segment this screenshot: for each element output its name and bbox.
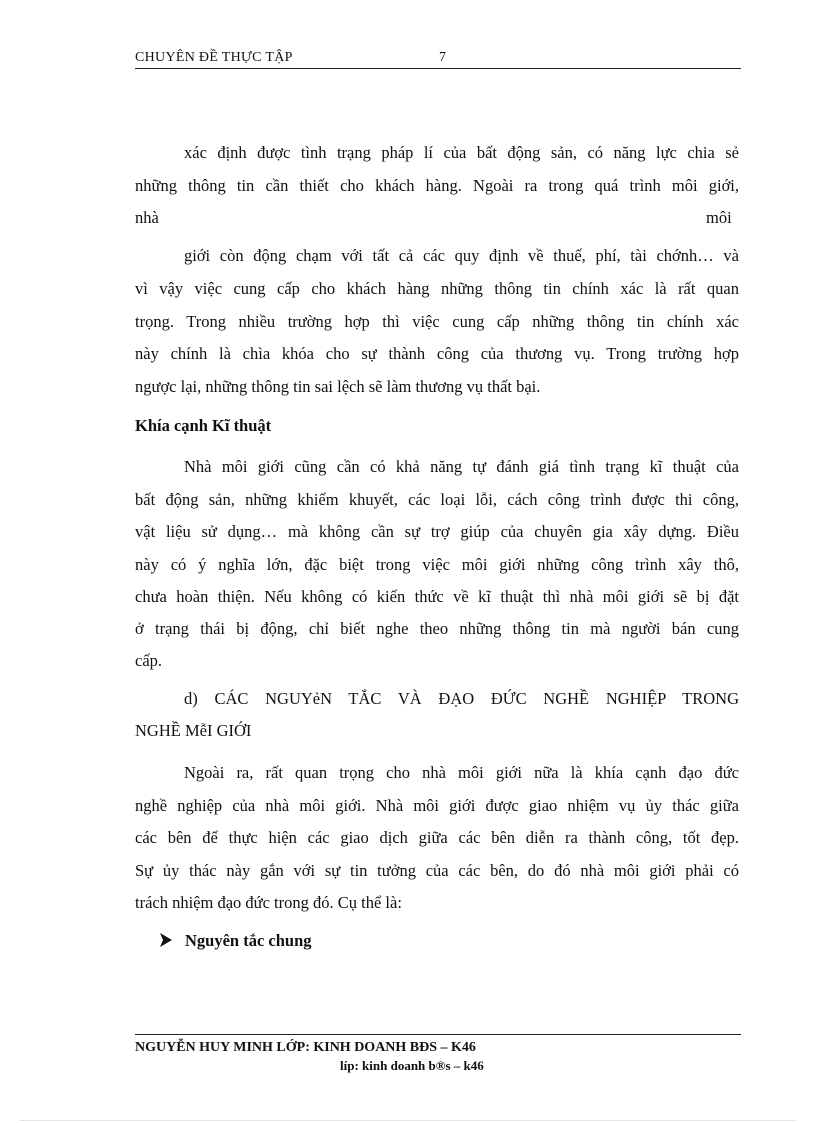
- page-header: [135, 48, 741, 69]
- body-line: cấp.: [135, 651, 163, 670]
- body-line: những thông tin cần thiết cho khách hàng. Ngoài ra trong quá trình môi giới,: [135, 176, 739, 195]
- body-line: các bên để thực hiện các giao dịch giữa các bên diễn ra thành công, tốt đẹp.: [135, 828, 739, 847]
- footer-author: NGUYỄN HUY MINH LỚP: KINH DOANH BĐS – K46: [135, 1040, 476, 1055]
- body-line: xác định được tình trạng pháp lí của bất động sản, có năng lực chia sẻ: [184, 143, 739, 162]
- body-line: ngược lại, những thông tin sai lệch sẽ làm thương vụ thất bại.: [135, 377, 541, 396]
- body-line: Ngoài ra, rất quan trọng cho nhà môi giới nữa là khía cạnh đạo đức: [184, 763, 739, 782]
- body-line: này có ý nghĩa lớn, đặc biệt trong việc môi giới những công trình xây thô,: [135, 555, 739, 574]
- section-heading-d-line2: NGHỀ MễI GIỚI: [135, 721, 252, 740]
- body-line: chưa hoàn thiện. Nếu không có kiến thức về kĩ thuật thì nhà môi giới sẽ bị đặt: [135, 587, 739, 606]
- footer-class: líp: kinh doanh b®s – k46: [340, 1058, 484, 1073]
- section-heading-d: d) CÁC NGUYẻN TẮC VÀ ĐẠO ĐỨC NGHỀ NGHIỆP TRONG: [184, 689, 739, 708]
- body-line: vật liệu sử dụng… mà không cần sự trợ giúp của chuyên gia xây dựng. Điều: [135, 522, 739, 541]
- section-heading: Khía cạnh Kĩ thuật: [135, 416, 272, 435]
- footer-rule: [135, 1034, 741, 1035]
- body-line: này chính là chìa khóa cho sự thành công của thương vụ. Trong trường hợp: [135, 344, 739, 363]
- header-title: CHUYÊN ĐỀ THỰC TẬP: [135, 50, 293, 65]
- body-line-right: môi: [706, 208, 732, 227]
- bullet-heading: Nguyên tắc chung: [185, 931, 312, 950]
- body-line: Nhà môi giới cũng cần có khả năng tự đánh giá tình trạng kĩ thuật của: [184, 457, 739, 476]
- body-line: Sự ủy thác này gắn với sự tin tưởng của các bên, do đó nhà môi giới phải có: [135, 861, 739, 880]
- body-line-left: nhà: [135, 208, 159, 227]
- arrow-bullet-icon: [158, 930, 174, 950]
- body-line: nghề nghiệp của nhà môi giới. Nhà môi giới được giao nhiệm vụ ủy thác giữa: [135, 796, 739, 815]
- page-number: 7: [439, 50, 446, 65]
- body-line: bất động sản, những khiếm khuyết, các loại lỗi, cách công trình được thi công,: [135, 490, 739, 509]
- body-line: trách nhiệm đạo đức trong đó. Cụ thể là:: [135, 893, 402, 912]
- body-line: giới còn động chạm với tất cả các quy định về thuế, phí, tài chớnh… và: [184, 246, 739, 265]
- body-line: trọng. Trong nhiều trường hợp thì việc cung cấp những thông tin chính xác: [135, 312, 739, 331]
- page-bottom-divider: [20, 1120, 796, 1121]
- body-line: vì vậy việc cung cấp cho khách hàng những thông tin chính xác là rất quan: [135, 279, 739, 298]
- body-line: ở trạng thái bị động, chỉ biết nghe theo những thông tin mà người bán cung: [135, 619, 739, 638]
